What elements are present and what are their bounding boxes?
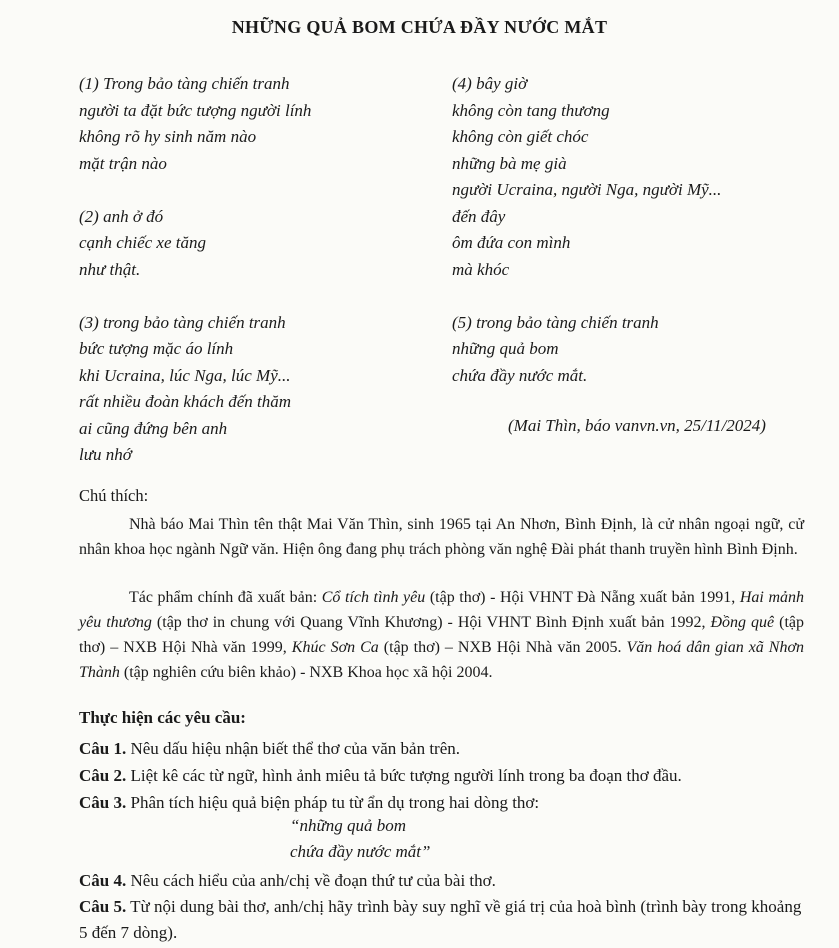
poem-line: (5) trong bảo tàng chiến tranh <box>452 312 659 332</box>
question-label: Câu 4. <box>79 871 127 890</box>
poem-line: (4) bây giờ <box>452 74 528 93</box>
poem-stanza <box>79 204 311 284</box>
poem-line: những bà mẹ già <box>452 153 567 173</box>
work-title: Cổ tích tình yêu <box>321 589 426 606</box>
work-title: Hai mảnh yêu thương <box>79 589 804 631</box>
poem-source: (Mai Thìn, báo vanvn.vn, 25/11/2024) <box>508 416 766 435</box>
question-3 <box>79 790 809 816</box>
notes-paragraph-works <box>79 585 804 685</box>
question-label: Câu 1. <box>79 739 127 758</box>
poem-line: người Ucraina, người Nga, người Mỹ... <box>452 180 722 199</box>
poem-line: đến đây <box>452 206 506 226</box>
text-segment: Tác phẩm chính đã xuất bản: <box>129 589 322 606</box>
poem-line: không rõ hy sinh năm nào <box>79 127 257 146</box>
question-label: Câu 2. <box>79 766 127 785</box>
poem-line: người ta đặt bức tượng người lính <box>79 100 312 120</box>
question-text: Nêu dấu hiệu nhận biết thể thơ của văn bản trên. <box>126 739 461 758</box>
question-text: Nêu cách hiểu của anh/chị về đoạn thứ tư của bài thơ. <box>126 871 496 890</box>
work-title: Khúc Sơn Ca <box>291 639 379 656</box>
text-segment: (tập nghiên cứu biên khảo) - NXB Khoa học xã hội 2004. <box>119 664 493 681</box>
poem-left-column <box>79 71 311 495</box>
poem-line: mà khóc <box>452 259 510 279</box>
question-1 <box>79 736 809 762</box>
poem-line: (3) trong bảo tàng chiến tranh <box>79 312 286 332</box>
poem-stanza <box>452 71 721 283</box>
text-segment: (tập thơ) – NXB Hội Nhà văn 1999, <box>79 614 804 656</box>
question-label: Câu 5. <box>79 897 127 916</box>
question-5 <box>79 894 809 946</box>
poem-line: không còn giết chóc <box>452 127 589 146</box>
work-title: Văn hoá dân gian xã Nhơn Thành <box>79 639 805 681</box>
notes-paragraph-author: Nhà báo Mai Thìn tên thật Mai Văn Thìn, sinh 1965 tại An Nhơn, Bình Định, là cử nhân ngoại ngữ, cử nhân khoa học ngành Ngữ văn. Hiện ông đang phụ trách phòng văn nghệ Đài phát thanh truyền hình Bình Định. <box>79 516 804 558</box>
poem-line: khi Ucraina, lúc Nga, lúc Mỹ... <box>79 365 291 385</box>
poem-line: lưu nhớ <box>79 445 132 464</box>
poem-line: (2) anh ở đó <box>79 206 164 226</box>
text-segment: (tập thơ in chung với Quang Vĩnh Khương) - Hội VHNT Bình Định xuất bản 1992, <box>151 614 711 631</box>
question-text: Liệt kê các từ ngữ, hình ảnh miêu tả bức tượng người lính trong ba đoạn thơ đầu. <box>126 766 682 785</box>
page-title: NHỮNG QUẢ BOM CHỨA ĐẦY NƯỚC MẮT <box>231 17 608 37</box>
poem-line: chứa đầy nước mắt. <box>452 365 588 385</box>
text-segment: (tập thơ) – NXB Hội Nhà văn 2005. <box>378 639 627 656</box>
poem-line: (1) Trong bảo tàng chiến tranh <box>79 74 290 93</box>
question-2 <box>79 763 809 789</box>
question-text: Từ nội dung bài thơ, anh/chị hãy trình bày suy nghĩ về giá trị của hoà bình (trình bày trong khoảng 5 đến 7 dòng). <box>79 897 802 942</box>
poem-line: ai cũng đứng bên anh <box>79 418 228 438</box>
text-segment: (tập thơ) - Hội VHNT Đà Nẵng xuất bản 1991, <box>425 589 740 606</box>
poem-line: không còn tang thương <box>452 100 610 120</box>
quote-line-1: “những quả bom <box>290 816 407 835</box>
question-text: Phân tích hiệu quả biện pháp tu từ ẩn dụ trong hai dòng thơ: <box>126 793 540 812</box>
poem-line: bức tượng mặc áo lính <box>79 339 234 358</box>
poem-line: cạnh chiếc xe tăng <box>79 233 206 252</box>
poem-line: những quả bom <box>452 339 559 358</box>
quote-line-2: chứa đầy nước mắt” <box>290 842 431 861</box>
notes-label: Chú thích: <box>79 486 149 505</box>
poem-stanza <box>79 310 311 469</box>
poem-stanza <box>79 71 311 177</box>
poem-line: ôm đứa con mình <box>452 233 571 252</box>
poem-line: mặt trận nào <box>79 153 167 173</box>
requirements-title: Thực hiện các yêu cầu: <box>79 708 246 727</box>
poem-stanza <box>452 310 721 390</box>
question-label: Câu 3. <box>79 793 127 812</box>
question-4 <box>79 868 809 894</box>
poem-line: như thật. <box>79 259 141 279</box>
work-title: Đồng quê <box>710 614 775 631</box>
poem-right-column <box>452 71 721 416</box>
poem-line: rất nhiều đoàn khách đến thăm <box>79 392 291 411</box>
